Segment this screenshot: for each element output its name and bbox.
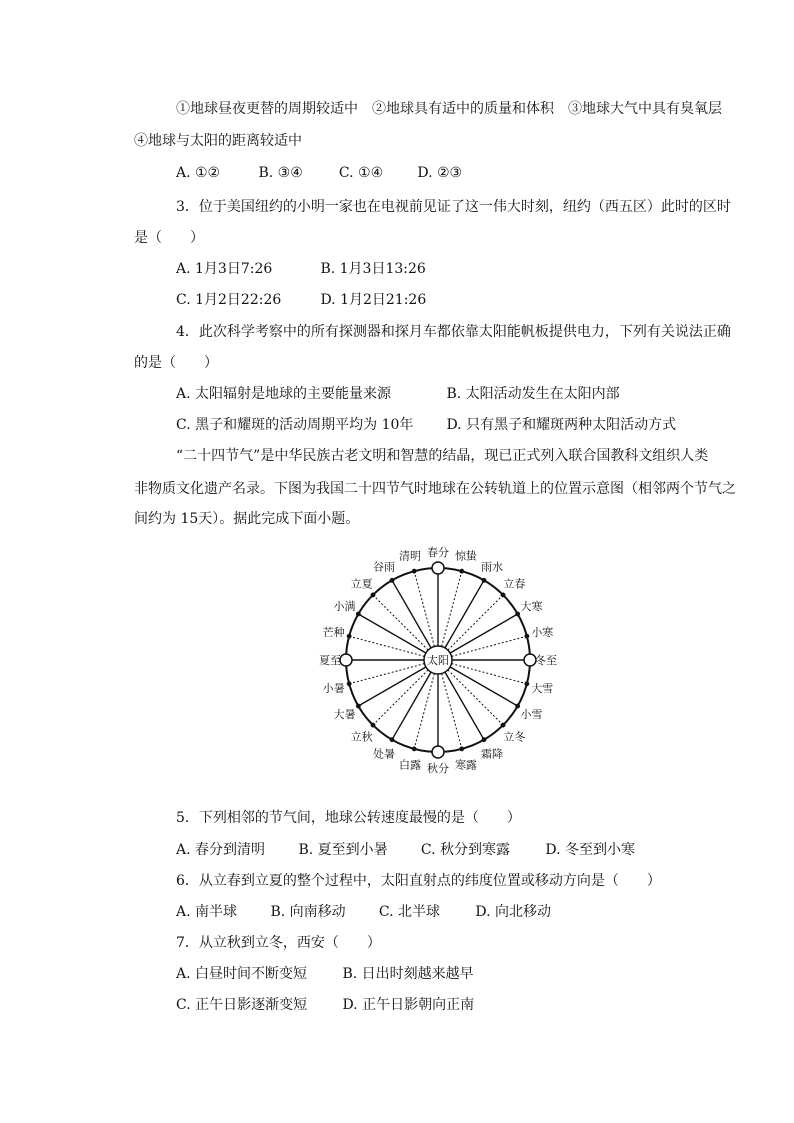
solar-term-label: 谷雨 xyxy=(373,560,395,574)
spoke-line xyxy=(448,595,503,650)
solar-term-label: 春分 xyxy=(427,546,449,559)
solar-term-label: 惊蛰 xyxy=(454,549,477,563)
q2-option-d: D. ②③ xyxy=(417,165,463,181)
solar-term-label: 白露 xyxy=(399,758,422,772)
solar-term-label: 夏至 xyxy=(319,654,341,667)
sun-label: 太阳 xyxy=(427,654,449,667)
q5-option-c: C. 秋分到寒露 xyxy=(420,842,511,858)
spoke-line xyxy=(373,670,428,725)
solar-term-label: 立冬 xyxy=(503,730,526,744)
orbit-dot xyxy=(356,704,360,708)
spoke-line xyxy=(450,667,518,706)
q3-option-c: C. 1月2日22:26 xyxy=(176,292,282,308)
orbit-dot xyxy=(482,578,486,582)
solar-term-label: 小暑 xyxy=(322,681,345,695)
orbit-dot xyxy=(515,612,519,616)
q3-option-a: A. 1月3日7:26 xyxy=(176,261,273,277)
q3-stem-line1: 3．位于美国纽约的小明一家也在电视前见证了这一伟大时刻，纽约（西五区）此时的区时 xyxy=(176,199,731,215)
q6-options xyxy=(176,902,551,922)
spoke-line xyxy=(392,580,431,648)
earth-position-marker xyxy=(432,562,444,574)
solar-term-label: 霜降 xyxy=(481,747,503,761)
solar-term-label: 秋分 xyxy=(427,762,449,775)
q5-stem: 5．下列相邻的节气间，地球公转速度最慢的是（ ） xyxy=(176,810,521,826)
solar-terms-orbit-diagram xyxy=(319,546,590,775)
q3-stem-line2: 是（ ） xyxy=(134,230,204,246)
spoke-line xyxy=(445,580,484,648)
solar-term-label: 立夏 xyxy=(350,577,373,591)
q7-options-row1 xyxy=(176,964,474,984)
q2-option-b: B. ③④ xyxy=(258,165,303,181)
orbit-dot xyxy=(501,593,505,597)
orbit-dot xyxy=(371,723,375,727)
orbit-dot xyxy=(412,747,416,751)
q6-option-c: C. 北半球 xyxy=(378,904,441,920)
solar-term-label: 小满 xyxy=(333,600,356,613)
q4-options-row1 xyxy=(176,384,620,404)
q6-stem: 6．从立春到立夏的整个过程中，太阳直射点的纬度位置或移动方向是（ ） xyxy=(176,873,661,889)
q2-option-c: C. ①④ xyxy=(338,165,384,181)
orbit-dot xyxy=(482,737,486,741)
q4-options-row2 xyxy=(176,415,676,435)
earth-position-marker xyxy=(432,746,444,758)
q5-option-d: D. 冬至到小寒 xyxy=(545,842,635,858)
q2-stem-line1: ①地球昼夜更替的周期较适中 ②地球具有适中的质量和体积 ③地球大气中具有臭氧层 xyxy=(176,101,722,117)
spoke-line xyxy=(445,672,484,740)
q7-option-d: D. 正午日影朝向正南 xyxy=(342,997,475,1013)
solar-term-label: 小寒 xyxy=(531,626,554,640)
q2-option-a: A. ①② xyxy=(176,165,221,181)
q4-option-c: C. 黑子和耀斑的活动周期平均为 10年 xyxy=(176,417,414,433)
orbit-dot xyxy=(525,634,529,638)
orbit-dot xyxy=(390,578,394,582)
q3-options-row1 xyxy=(176,259,426,279)
q5-option-a: A. 春分到清明 xyxy=(176,842,266,858)
q4-option-b: B. 太阳活动发生在太阳内部 xyxy=(446,386,620,402)
q2-stem-line2: ④地球与太阳的距离较适中 xyxy=(134,133,302,149)
q4-stem-line1: 4．此次科学考察中的所有探测器和探月车都依靠太阳能帆板提供电力，下列有关说法正确 xyxy=(176,324,731,340)
solar-term-label: 小雪 xyxy=(520,708,543,721)
q7-option-b: B. 日出时刻越来越早 xyxy=(342,966,474,982)
orbit-dot xyxy=(356,612,360,616)
orbit-dot xyxy=(371,593,375,597)
spoke-line xyxy=(373,595,428,650)
q4-option-a: A. 太阳辐射是地球的主要能量来源 xyxy=(176,386,392,402)
orbit-dot xyxy=(525,682,529,686)
q7-option-a: A. 白昼时间不断变短 xyxy=(176,966,308,982)
solar-term-label: 雨水 xyxy=(481,560,503,574)
q7-options-row2 xyxy=(176,995,474,1015)
spoke-line xyxy=(448,670,503,725)
orbit-dot xyxy=(460,569,464,573)
solar-term-label: 立春 xyxy=(503,577,526,591)
solar-term-label: 寒露 xyxy=(454,758,477,772)
orbit-dot xyxy=(347,634,351,638)
q5-option-b: B. 夏至到小暑 xyxy=(298,842,388,858)
orbit-dot xyxy=(347,682,351,686)
spoke-line xyxy=(392,672,431,740)
solar-term-label: 立秋 xyxy=(350,730,373,744)
q5-options xyxy=(176,840,635,860)
orbit-dot xyxy=(460,747,464,751)
solar-term-label: 大雪 xyxy=(531,681,554,695)
orbit-dot xyxy=(412,569,416,573)
q7-option-c: C. 正午日影逐渐变短 xyxy=(176,997,308,1013)
solar-term-label: 大暑 xyxy=(333,708,356,721)
q3-option-b: B. 1月3日13:26 xyxy=(320,261,426,277)
q6-option-d: D. 向北移动 xyxy=(475,904,551,920)
q4-stem-line2: 的是（ ） xyxy=(134,355,218,371)
q4-option-d: D. 只有黑子和耀斑两种太阳活动方式 xyxy=(446,417,677,433)
q6-option-a: A. 南半球 xyxy=(176,904,238,920)
spoke-line xyxy=(358,614,426,653)
orbit-dot xyxy=(390,737,394,741)
solar-term-label: 大寒 xyxy=(520,600,543,613)
intro-line1: “二十四节气”是中华民族古老文明和智慧的结晶，现已正式列入联合国教科文组织人类 xyxy=(176,448,709,464)
orbit-dot xyxy=(515,704,519,708)
solar-term-label: 冬至 xyxy=(535,654,557,667)
q7-stem: 7．从立秋到立冬，西安（ ） xyxy=(176,935,381,951)
solar-term-label: 芒种 xyxy=(322,626,345,640)
spoke-line xyxy=(450,614,518,653)
solar-term-label: 处暑 xyxy=(373,747,395,761)
earth-position-marker xyxy=(340,654,352,666)
q3-options-row2 xyxy=(176,290,426,310)
q3-option-d: D. 1月2日21:26 xyxy=(320,292,427,308)
orbit-dot xyxy=(501,723,505,727)
intro-line2: 非物质文化遗产名录。下图为我国二十四节气时地球在公转轨道上的位置示意图（相邻两个节气之 xyxy=(134,481,736,497)
q6-option-b: B. 向南移动 xyxy=(270,904,346,920)
spoke-line xyxy=(358,667,426,706)
solar-term-label: 清明 xyxy=(399,549,422,563)
intro-line3: 间约为 15天）。据此完成下面小题。 xyxy=(134,511,360,527)
q2-options xyxy=(176,163,462,183)
